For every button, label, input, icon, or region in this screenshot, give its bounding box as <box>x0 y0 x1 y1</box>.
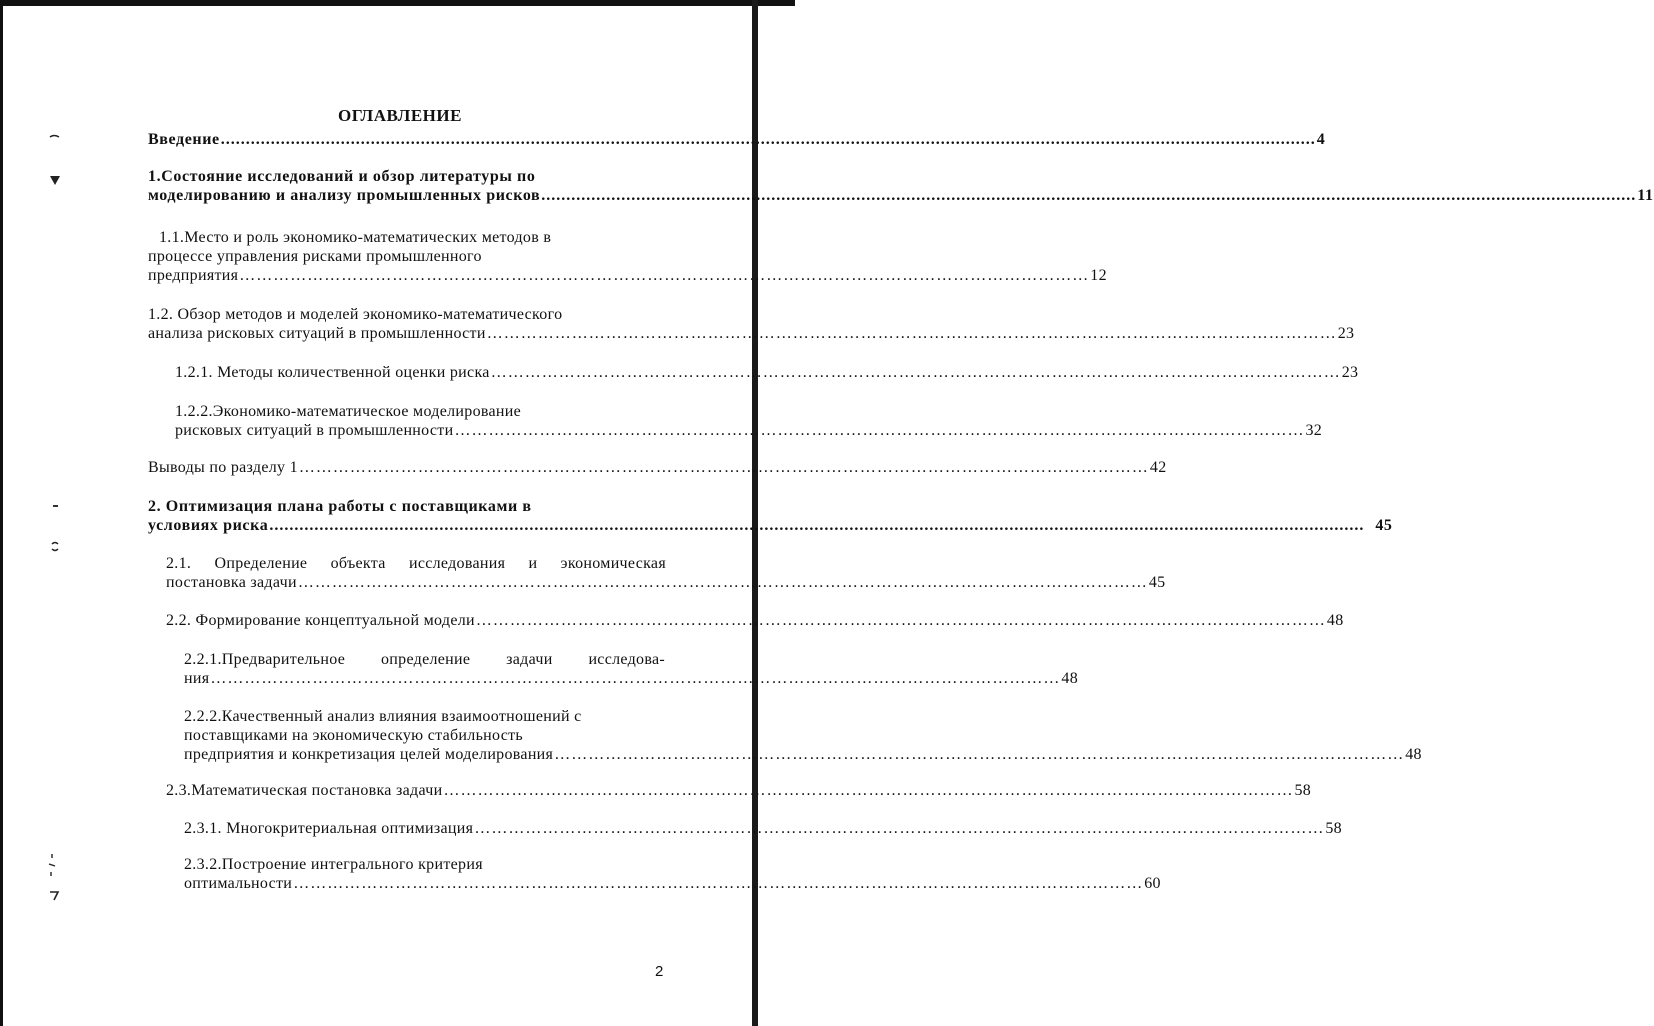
leader-dots <box>554 746 1404 763</box>
toc-page-number: 45 <box>1148 574 1166 591</box>
scan-speck-icon <box>46 852 58 878</box>
leader-dots <box>239 267 1089 284</box>
toc-entry[interactable] <box>148 228 1107 285</box>
leader-dots <box>299 459 1149 476</box>
toc-entry-text: 2.2.2.Качественный анализ влияния взаимоотношений с <box>184 708 582 725</box>
toc-entry[interactable] <box>184 819 1342 838</box>
toc-page-number: 42 <box>1149 459 1167 476</box>
toc-entry-text: 2.3.1. Многокритериальная оптимизация <box>184 820 474 837</box>
toc-page-number: 58 <box>1325 820 1342 837</box>
toc-entry-text: 1.2. Обзор методов и моделей экономико-математического <box>148 306 563 323</box>
toc-entry-text: 1.2.1. Методы количественной оценки риска <box>175 364 490 381</box>
toc-entry[interactable] <box>148 458 1167 477</box>
toc-entry-text: 2.1. Определение объекта исследования и экономическая <box>166 555 666 572</box>
leader-dots <box>269 517 1364 534</box>
toc-page-number: 23 <box>1337 325 1355 342</box>
toc-entry-text: процессе управления рисками промышленного <box>148 248 482 265</box>
toc-entry-text: 1.Состояние исследований и обзор литературы по <box>148 168 536 185</box>
toc-entry[interactable] <box>148 130 1326 149</box>
toc-page-number: 48 <box>1061 670 1078 687</box>
toc-entry-text: постановка задачи <box>166 574 297 591</box>
toc-entry[interactable] <box>184 707 1422 764</box>
toc-entry-text: предприятия <box>148 267 239 284</box>
scan-speck-icon <box>48 173 62 187</box>
toc-entry-text: анализа рисковых ситуаций в промышленности <box>148 325 486 342</box>
toc-entry-text: 1.1.Место и роль экономико-математических методов в <box>159 229 552 246</box>
toc-page-number: 23 <box>1341 364 1359 381</box>
leader-dots <box>210 670 1060 687</box>
toc-entry[interactable] <box>148 497 1393 535</box>
leader-dots <box>476 612 1326 629</box>
toc-page-number: 48 <box>1326 612 1344 629</box>
toc-entry-text: предприятия и конкретизация целей моделирования <box>184 746 554 763</box>
toc-page-number: 60 <box>1144 875 1161 892</box>
toc-entry[interactable] <box>184 650 1078 688</box>
toc-entry-text: 1.2.2.Экономико-математическое моделирование <box>175 403 522 420</box>
toc-entry[interactable] <box>148 167 1654 205</box>
scan-speck-icon <box>50 541 60 553</box>
toc-entry-text: оптимальности <box>184 875 293 892</box>
toc-entry-text: условиях риска <box>148 517 269 534</box>
scan-speck-icon <box>48 132 62 140</box>
leader-dots <box>474 820 1324 837</box>
toc-entry-text: 2.3.2.Построение интегрального критерия <box>184 856 483 873</box>
toc-entry[interactable] <box>166 611 1344 630</box>
leader-dots <box>221 131 1316 148</box>
toc-entry-text: рисковых ситуаций в промышленности <box>175 422 454 439</box>
toc-entry[interactable] <box>166 554 1166 592</box>
page-edge-shadow <box>752 0 758 1026</box>
toc-entry[interactable] <box>148 305 1355 343</box>
leader-dots <box>487 325 1337 342</box>
leader-dots <box>491 364 1341 381</box>
toc-entry[interactable] <box>184 855 1161 893</box>
toc-entry-text: 2. Оптимизация плана работы с поставщиками в <box>148 498 532 515</box>
toc-entry[interactable] <box>166 781 1312 800</box>
toc-page-number: 4 <box>1316 131 1326 148</box>
toc-entry-text: 2.3.Математическая постановка задачи <box>166 782 443 799</box>
scan-speck-icon <box>52 503 60 509</box>
leader-dots <box>454 422 1304 439</box>
leader-dots <box>298 574 1148 591</box>
toc-page-number: 11 <box>1637 187 1654 204</box>
toc-entry[interactable] <box>175 363 1359 382</box>
leader-dots <box>293 875 1143 892</box>
toc-entry-text: 2.2. Формирование концептуальной модели <box>166 612 475 629</box>
leader-dots <box>443 782 1293 799</box>
leader-dots <box>541 187 1636 204</box>
toc-page-number: 12 <box>1090 267 1107 284</box>
toc-page-number: 58 <box>1294 782 1312 799</box>
toc-entry-text: Выводы по разделу 1 <box>148 459 298 476</box>
page-number: 2 <box>655 963 664 980</box>
toc-page-number: 48 <box>1405 746 1422 763</box>
scan-speck-icon <box>48 890 60 902</box>
toc-entry-text: Введение <box>148 131 220 148</box>
toc-page-number: 32 <box>1305 422 1323 439</box>
toc-entry-text: моделированию и анализу промышленных рисков <box>148 187 541 204</box>
toc-entry-text: ния <box>184 670 210 687</box>
toc-page-number: 45 <box>1375 517 1393 534</box>
toc-title: ОГЛАВЛЕНИЕ <box>338 106 462 125</box>
toc-entry-text: 2.2.1.Предварительное определение задачи исследова- <box>184 651 665 668</box>
toc-entry-text: поставщиками на экономическую стабильность <box>184 727 524 744</box>
toc-entry[interactable] <box>175 402 1323 440</box>
